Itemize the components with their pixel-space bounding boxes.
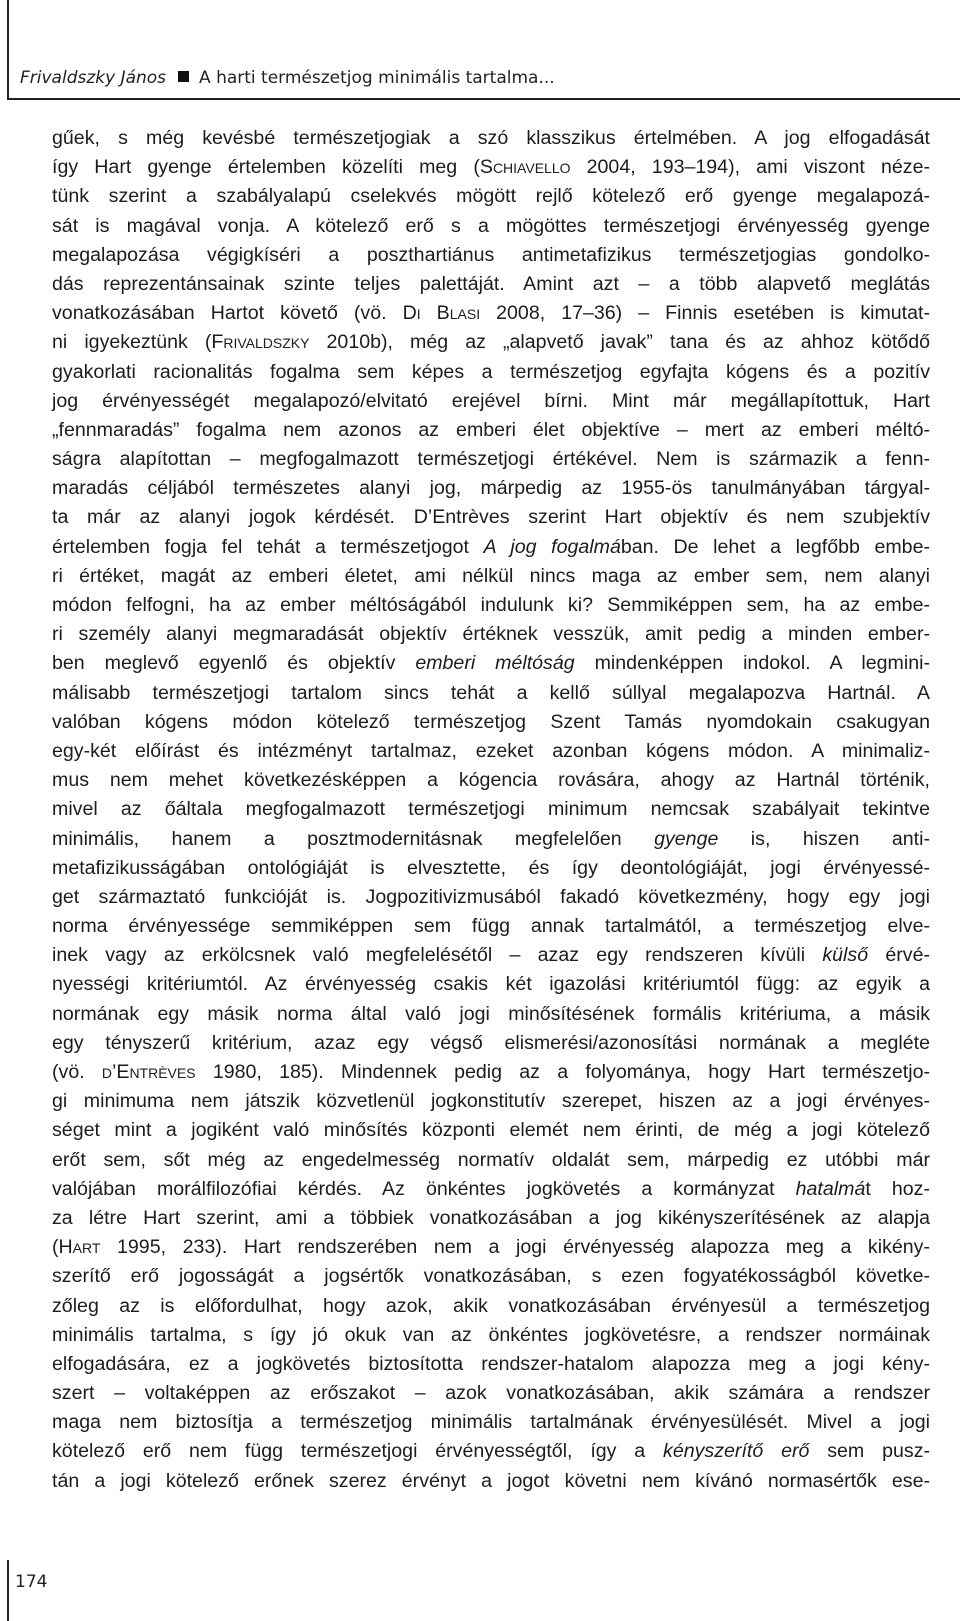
text-run: értelemben fogja fel tehát a természetjogot bbox=[52, 535, 484, 558]
text-line bbox=[52, 854, 930, 883]
emphasis-text: emberi méltóság bbox=[415, 652, 575, 675]
cited-author: Hart bbox=[58, 1236, 101, 1259]
text-run: egy-két előírást és intézményt tartalmaz, ezeket azonban kógens módon. A minimaliz- bbox=[52, 739, 930, 762]
text-run: dás reprezentánsainak szinte teljes palettáját. Amint azt – a több alapvető meglátás bbox=[52, 272, 930, 295]
emphasis-text: hatalmá bbox=[795, 1177, 866, 1200]
header-separator-square-icon bbox=[178, 71, 189, 82]
text-run: inek vagy az erkölcsnek való megfelelésétől – azaz egy rendszeren kívüli bbox=[52, 944, 823, 967]
text-run: ( bbox=[52, 1236, 59, 1259]
text-run: norma érvényessége semmiképpen sem függ annak tartalmától, a természetjog elve- bbox=[52, 915, 930, 938]
text-line bbox=[52, 1204, 930, 1233]
text-line bbox=[52, 153, 930, 182]
text-run: ban. De lehet a legfőbb embe- bbox=[620, 535, 931, 558]
text-run: mus nem mehet következésképpen a kógencia rovására, ahogy az Hartnál történik, bbox=[52, 769, 930, 792]
text-run: így Hart gyenge értelemben közelíti meg ( bbox=[52, 156, 480, 179]
text-run: maga nem biztosítja a természetjog minimális tartalmának érvényesülését. Mivel a jogi bbox=[52, 1411, 930, 1434]
text-line bbox=[52, 562, 930, 591]
footer-vertical-rule bbox=[7, 1560, 9, 1621]
text-run: valóban kógens módon kötelező természetjog Szent Tamás nyomdokain csakugyan bbox=[52, 710, 930, 733]
text-line bbox=[52, 1146, 930, 1175]
text-run: ta már az alanyi jogok kérdését. D’Entrèves szerint Hart objektív és nem szubjektív bbox=[52, 506, 930, 529]
text-line bbox=[52, 1029, 930, 1058]
text-run: sát is magával vonja. A kötelező erő s a mögöttes természetjogi érvényesség gyenge bbox=[52, 214, 930, 237]
text-line bbox=[52, 1175, 930, 1204]
text-line bbox=[52, 1379, 930, 1408]
text-run: ri személy alanyi megmaradását objektív értéknek vesszük, amit pedig a minden ember- bbox=[52, 623, 930, 646]
cited-author: d’Entrèves bbox=[101, 1061, 196, 1083]
text-run: mivel az őáltala megfogalmazott természetjogi minimum nemcsak szabályait tekintve bbox=[52, 798, 930, 821]
text-line bbox=[52, 1058, 930, 1087]
header-title: A harti természetjog minimális tartalma... bbox=[199, 68, 555, 88]
text-line bbox=[52, 679, 930, 708]
text-run: zőleg az is előfordulhat, hogy azok, akik vonatkozásában érvényesül a természetjog bbox=[52, 1294, 930, 1317]
emphasis-text: kényszerítő erő bbox=[663, 1440, 810, 1463]
emphasis-text: A jog fogalmá bbox=[483, 535, 621, 558]
text-run: ságra alapítottan – megfogalmazott természetjogi értékével. Nem is származik a fenn- bbox=[52, 448, 930, 471]
header-author: Frivaldszky János bbox=[20, 68, 167, 88]
text-run: erőt sem, sőt még az engedelmesség normatív oldalát sem, márpedig ez utóbbi már bbox=[52, 1148, 930, 1171]
text-line bbox=[52, 591, 930, 620]
text-run: gi minimuma nem játszik közvetlenül jogkonstitutív szerepet, hiszen az a jogi érvényes- bbox=[52, 1090, 930, 1113]
text-run: séget mint a jogiként való minősítés központi elemét nem érinti, de még a jogi kötelező bbox=[52, 1119, 930, 1142]
text-run: mindenképpen indokol. A legmini- bbox=[574, 652, 931, 675]
text-line bbox=[52, 620, 930, 649]
text-run: módon felfogni, ha az ember méltóságából indulunk ki? Semmiképpen sem, ha az embe- bbox=[52, 594, 930, 616]
text-line bbox=[52, 708, 930, 737]
text-line bbox=[52, 1408, 930, 1437]
text-run: 1980, 185). Mindennek pedig az a folyománya, hogy Hart természetjo- bbox=[195, 1061, 930, 1083]
text-run: szerítő erő jogosságát a jogsértők vonatkozásában, s ezen fogyatékosságból követke- bbox=[52, 1265, 930, 1288]
text-run: 2004, 193–194), ami viszont néze- bbox=[570, 156, 930, 179]
text-line bbox=[52, 328, 930, 357]
header-vertical-rule bbox=[7, 0, 9, 100]
text-run: elfogadására, ez a jogkövetés biztosította rendszer-hatalom alapozza meg a jogi kény- bbox=[52, 1352, 930, 1375]
text-run: 2008, 17–36) – Finnis esetében is kimutat- bbox=[480, 302, 930, 325]
text-run: gűek, s még kevésbé természetjogiak a szó klasszikus értelmében. A jog elfogadását bbox=[52, 127, 930, 149]
text-run: egy tényszerű kritérium, azaz egy végső elismerési/azonosítási normának a megléte bbox=[52, 1031, 930, 1054]
cited-author: Schiavello bbox=[479, 156, 571, 179]
text-line bbox=[52, 270, 930, 299]
text-line bbox=[52, 649, 930, 678]
text-line bbox=[52, 533, 930, 562]
running-header bbox=[0, 0, 960, 100]
text-run: sem pusz- bbox=[809, 1440, 931, 1463]
text-run: (vö. bbox=[52, 1061, 102, 1083]
cited-author: Frivaldszky bbox=[211, 331, 310, 354]
text-run: t hoz- bbox=[865, 1177, 930, 1200]
text-line bbox=[52, 1292, 930, 1321]
text-run: ni igyekeztünk ( bbox=[52, 331, 212, 354]
text-line bbox=[52, 941, 930, 970]
text-run: szert – voltaképpen az erőszakot – azok vonatkozásában, akik számára a rendszer bbox=[52, 1382, 930, 1405]
text-run: metafizikusságában ontológiáját is elvesztette, és így deontológiáját, jogi érvényessé- bbox=[52, 856, 930, 879]
text-run: maradás céljából természetes alanyi jog, márpedig az 1955-ös tanulmányában tárgyal- bbox=[52, 477, 930, 500]
text-line bbox=[52, 1116, 930, 1145]
text-run: get származtató funkcióját is. Jogpozitivizmusából fakadó következmény, hogy egy jogi bbox=[52, 885, 930, 908]
text-line bbox=[52, 503, 930, 532]
text-run: za létre Hart szerint, ami a többiek vonatkozásában a jog kikényszerítésének az alapja bbox=[52, 1206, 930, 1229]
page-number: 174 bbox=[15, 1572, 48, 1592]
text-run: normának egy másik norma által való jogi minősítésének formális kritériuma, a másik bbox=[52, 1002, 930, 1025]
text-run: kötelező erő nem függ természetjogi érvényességtől, így a bbox=[52, 1440, 664, 1463]
text-line bbox=[52, 182, 930, 211]
text-run: 2010b), még az „alapvető javak” tana és az ahhoz kötődő bbox=[309, 331, 931, 354]
text-line bbox=[52, 1321, 930, 1350]
text-line bbox=[52, 241, 930, 270]
text-line bbox=[52, 1467, 930, 1496]
text-run: vonatkozásában Hartot követő (vö. bbox=[52, 302, 403, 325]
body-paragraph bbox=[52, 124, 930, 1496]
text-run: valójában morálfilozófiai kérdés. Az önkéntes jogkövetés a kormányzat bbox=[52, 1177, 796, 1200]
cited-author: Di Blasi bbox=[402, 302, 481, 325]
text-line bbox=[52, 1262, 930, 1291]
text-run: „fennmaradás” fogalma nem azonos az emberi élet objektíve – mert az emberi méltó- bbox=[52, 418, 930, 441]
text-line bbox=[52, 766, 930, 795]
text-line bbox=[52, 474, 930, 503]
text-run: megalapozása végigkíséri a poszthartiánus antimetafizikus természetjogias gondolko- bbox=[52, 243, 930, 266]
text-run: ben meglevő egyenlő és objektív bbox=[52, 652, 416, 675]
text-line bbox=[52, 1000, 930, 1029]
text-line bbox=[52, 1233, 930, 1262]
text-line bbox=[52, 358, 930, 387]
text-run: nyességi kritériumtól. Az érvényesség csakis két igazolási kritériumtól függ: az egyik a bbox=[52, 973, 930, 996]
text-run: is, hiszen anti- bbox=[718, 827, 930, 850]
text-line bbox=[52, 299, 930, 328]
text-run: jog érvényességét megalapozó/elvitató erejével bírni. Mint már megállapítottuk, Hart bbox=[52, 389, 930, 412]
text-line bbox=[52, 1437, 930, 1466]
text-line bbox=[52, 1350, 930, 1379]
text-run: tünk szerint a szabályalapú cselekvés mögött rejlő kötelező erő gyenge megalapozá- bbox=[52, 185, 930, 208]
text-line bbox=[52, 825, 930, 854]
text-run: 1995, 233). Hart rendszerében nem a jogi érvényesség alapozza meg a kikény- bbox=[100, 1236, 930, 1259]
text-line bbox=[52, 416, 930, 445]
text-line bbox=[52, 387, 930, 416]
text-run: minimális tartalma, s így jó okuk van az önkéntes jogkövetésre, a rendszer normáinak bbox=[52, 1323, 930, 1346]
text-line bbox=[52, 445, 930, 474]
text-run: tán a jogi kötelező erőnek szerez érvényt a jogot követni nem kívánó normasértők ese- bbox=[52, 1469, 930, 1492]
text-line bbox=[52, 795, 930, 824]
text-line bbox=[52, 883, 930, 912]
emphasis-text: gyenge bbox=[654, 827, 719, 850]
text-line bbox=[52, 737, 930, 766]
text-run: ri értéket, magát az emberi életet, ami nélkül nincs maga az ember sem, nem alanyi bbox=[52, 564, 930, 587]
text-line bbox=[52, 124, 930, 153]
header-text bbox=[20, 68, 555, 88]
header-horizontal-rule bbox=[7, 98, 960, 100]
text-run: málisabb természetjogi tartalom sincs tehát a kellő súllyal megalapozva Hartnál. A bbox=[52, 681, 930, 704]
text-line bbox=[52, 970, 930, 999]
text-run: gyakorlati racionalitás fogalma sem képes a természetjog egyfajta kógens és a pozitív bbox=[52, 360, 930, 383]
text-run: minimális, hanem a posztmodernitásnak megfelelően bbox=[52, 827, 655, 850]
text-line bbox=[52, 1087, 930, 1116]
text-line bbox=[52, 912, 930, 941]
text-line bbox=[52, 212, 930, 241]
text-run: érvé- bbox=[868, 944, 930, 967]
emphasis-text: külső bbox=[822, 944, 869, 967]
